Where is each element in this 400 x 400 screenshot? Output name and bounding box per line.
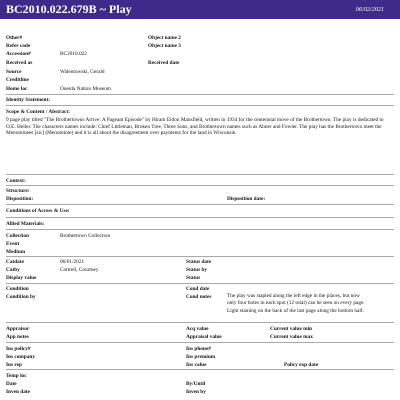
label-disposition-date: Disposition date: <box>227 196 266 202</box>
label-app-notes: App notes <box>6 334 29 340</box>
value-accession: BC2010.022 <box>60 51 87 57</box>
divider <box>6 94 394 95</box>
label-condition: Condition <box>6 286 29 292</box>
label-catdate: Catdate <box>6 259 24 265</box>
record-header <box>0 0 400 19</box>
label-other-num: Other# <box>6 35 23 41</box>
label-medium: Medium <box>6 249 26 255</box>
print-date: 06/02/2021 <box>355 6 384 13</box>
value-catby: Cottrell, Courtney <box>60 267 99 273</box>
label-refer-code: Refer code <box>6 43 31 49</box>
value-home-loc: Oneida Nation Museum <box>60 86 111 92</box>
label-catby: Catby <box>6 267 20 273</box>
label-inven-by: Inven by <box>186 389 206 395</box>
label-by-until: By/Until <box>186 381 206 387</box>
label-received-as: Received as <box>6 60 33 66</box>
label-ins-policy: Ins policy# <box>6 346 31 352</box>
label-condition-by: Condition by <box>6 294 36 300</box>
record-title: BC2010.022.679B ~ Play <box>6 2 132 16</box>
divider <box>6 217 394 218</box>
label-cond-notes: Cond notes <box>186 294 212 300</box>
label-identity-statement: Identity Statement: <box>6 97 50 103</box>
label-inven-date: Inven date <box>6 389 30 395</box>
divider <box>6 342 394 343</box>
label-current-value-max: Current value max <box>270 334 313 340</box>
label-scope-content: Scope & Content / Abstract: <box>6 109 70 115</box>
label-policy-exp-date: Policy exp date <box>284 362 319 368</box>
label-conditions-access: Conditions of Access & Use: <box>6 208 70 214</box>
label-acq-value: Acq value <box>186 326 209 332</box>
label-ins-value: Ins value <box>186 362 207 368</box>
label-date: Date <box>6 381 17 387</box>
divider <box>6 369 394 370</box>
label-received-date: Received date <box>148 60 180 66</box>
label-structure: Structure: <box>6 188 30 194</box>
label-appraisal-value: Appraisal value <box>186 334 222 340</box>
scope-content-text: 9 page play titled "The Brothertowns Arrive: A Pageant Episode" by Hiram Eldon Mansfield, written in 1934 for the centennial move of the Brothertown. The play is dedicated to O.E. Heller. The characters names include: Chief Littleman, Broken Tree, Three Suns, and Brothertown names such as Abner and Fowler. The play has the Brothertown meet the Menominees [sic] (Menominie) and it is all about the disagreement over payments for the land in Wisconsin. <box>6 117 384 137</box>
divider <box>6 204 394 205</box>
label-cond-date: Cond date <box>186 286 210 292</box>
label-status-date: Status date <box>186 259 212 265</box>
label-ins-premium: Ins premium <box>186 354 216 360</box>
label-appraisor: Appraisor <box>6 326 30 332</box>
label-context: Context: <box>6 178 26 184</box>
value-collection: Brothertown Collection <box>60 233 111 239</box>
divider <box>6 229 394 230</box>
divider <box>6 256 394 257</box>
value-source: Walentowski, Gerald <box>60 69 105 75</box>
divider <box>6 283 394 284</box>
label-accession: Accession# <box>6 51 31 57</box>
label-collection: Collection <box>6 233 29 239</box>
divider <box>6 174 394 175</box>
label-status: Status <box>186 275 201 281</box>
cond-notes-text: The play was stapled along the left edge in the places, but now only four holes in each spot (12 total) can be seen on every page. Light staining on the back of the last page along the bottom half. <box>227 293 365 314</box>
label-source: Source <box>6 69 22 75</box>
label-ins-company: Ins company <box>6 354 35 360</box>
divider <box>6 105 394 106</box>
label-status-by: Status by <box>186 267 208 273</box>
label-current-value-min: Current value min <box>270 326 312 332</box>
divider <box>6 185 394 186</box>
label-display-value: Display value <box>6 275 37 281</box>
label-allied-materials: Allied Materials: <box>6 221 45 227</box>
label-object-name-2: Object name 2 <box>148 35 181 41</box>
label-temp-loc: Temp loc <box>6 373 27 379</box>
label-creditline: Creditline <box>6 77 29 83</box>
label-home-loc: Home loc <box>6 86 28 92</box>
label-ins-phone: Ins phone# <box>186 346 211 352</box>
label-event: Event <box>6 241 20 247</box>
label-disposition: Disposition: <box>6 196 34 202</box>
divider <box>6 322 394 323</box>
label-object-name-3: Object name 3 <box>148 43 181 49</box>
label-ins-rep: Ins rep <box>6 362 22 368</box>
value-catdate: 06/01/2021 <box>60 259 85 265</box>
